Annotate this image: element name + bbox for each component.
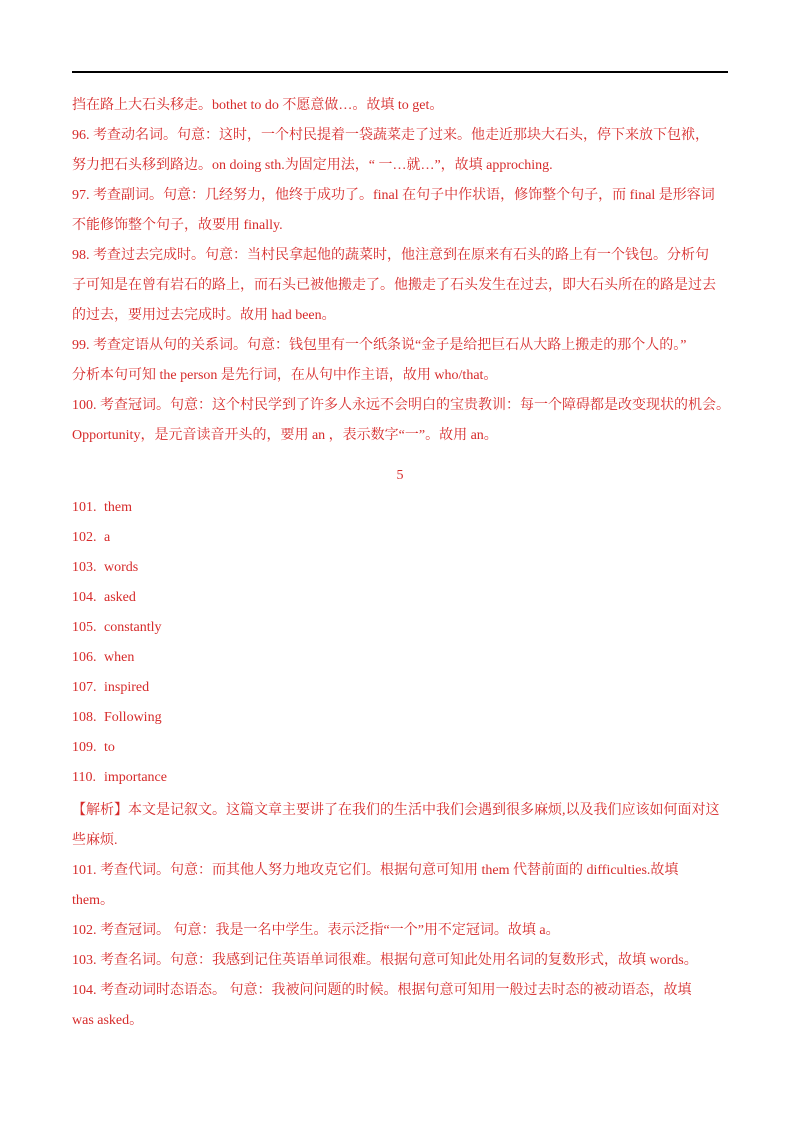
- explanation-block-bottom: [72, 796, 732, 1036]
- text-line: 些麻烦.: [72, 833, 118, 848]
- answer-number: 110.: [72, 770, 96, 785]
- answer-item: [72, 650, 134, 666]
- answer-number: 107.: [72, 680, 97, 695]
- answer-word: Following: [104, 710, 162, 725]
- answer-item: [72, 530, 110, 546]
- text-line: 101. 考查代词。句意：而其他人努力地攻克它们。根据句意可知用 them 代替前面的 difficulties.故填: [72, 863, 679, 878]
- text-line: Opportunity，是元音读音开头的，要用 an ，表示数字“一”。故用 an。: [72, 428, 498, 443]
- text-line: 100. 考查冠词。句意：这个村民学到了许多人永远不会明白的宝贵教训：每一个障碍都是改变现状的机会。: [72, 398, 730, 413]
- answer-item: [72, 680, 149, 696]
- text-line: 不能修饰整个句子，故要用 finally.: [72, 218, 283, 233]
- text-line: 努力把石头移到路边。on doing sth.为固定用法，“ 一…就…”，故填 approching.: [72, 158, 553, 173]
- answer-word: constantly: [104, 620, 162, 635]
- answer-number: 102.: [72, 530, 97, 545]
- answer-item: [72, 590, 136, 606]
- text-line: 的过去，要用过去完成时。故用 had been。: [72, 308, 336, 323]
- answer-item: [72, 620, 162, 636]
- explanation-block-top: [72, 91, 732, 451]
- answer-number: 104.: [72, 590, 97, 605]
- text-line: 96. 考查动名词。句意：这时，一个村民提着一袋蔬菜走了过来。他走近那块大石头，停下来放下包袱，: [72, 128, 709, 143]
- answer-word: a: [104, 530, 111, 545]
- text-line: 98. 考查过去完成时。句意：当村民拿起他的蔬菜时，他注意到在原来有石头的路上有一个钱包。分析句: [72, 248, 709, 263]
- text-line: 分析本句可知 the person 是先行词，在从句中作主语，故用 who/that。: [72, 368, 498, 383]
- answer-number: 105.: [72, 620, 97, 635]
- text-line: 97. 考查副词。句意：几经努力，他终于成功了。final 在句子中作状语，修饰整个句子，而 final 是形容词: [72, 188, 715, 203]
- answer-word: them: [104, 500, 132, 515]
- text-line: them。: [72, 893, 114, 908]
- text-line: 【解析】本文是记叙文。这篇文章主要讲了在我们的生活中我们会遇到很多麻烦,以及我们应该如何面对这: [72, 803, 720, 818]
- text-line: was asked。: [72, 1013, 144, 1028]
- text-line: 99. 考查定语从句的关系词。句意：钱包里有一个纸条说“金子是给把巨石从大路上搬走的那个人的。”: [72, 338, 687, 353]
- answer-word: to: [104, 740, 115, 755]
- answer-word: when: [104, 650, 135, 665]
- answer-number: 106.: [72, 650, 97, 665]
- answer-item: [72, 710, 162, 726]
- answer-word: importance: [104, 770, 167, 785]
- text-line: 103. 考查名词。句意：我感到记住英语单词很难。根据句意可知此处用名词的复数形式，故填 words。: [72, 953, 698, 968]
- answer-number: 109.: [72, 740, 97, 755]
- text-line: 102. 考查冠词。 句意：我是一名中学生。表示泛指“一个”用不定冠词。故填 a。: [72, 923, 560, 938]
- page-number: 5: [396, 468, 404, 483]
- answer-item: [72, 770, 167, 786]
- answer-number: 101.: [72, 500, 97, 515]
- header-rule: [72, 71, 728, 73]
- answer-item: [72, 560, 138, 576]
- answer-word: words: [104, 560, 139, 575]
- answer-number: 103.: [72, 560, 97, 575]
- text-line: 104. 考查动词时态语态。 句意：我被问问题的时候。根据句意可知用一般过去时态的被动语态，故填: [72, 983, 692, 998]
- answer-item: [72, 740, 115, 756]
- text-line: 挡在路上大石头移走。bothet to do 不愿意做…。故填 to get。: [72, 98, 444, 113]
- answer-number: 108.: [72, 710, 97, 725]
- text-line: 子可知是在曾有岩石的路上，而石头已被他搬走了。他搬走了石头发生在过去，即大石头所在的路是过去: [72, 278, 716, 293]
- answer-word: asked: [104, 590, 136, 605]
- answer-word: inspired: [104, 680, 150, 695]
- answer-item: [72, 500, 132, 516]
